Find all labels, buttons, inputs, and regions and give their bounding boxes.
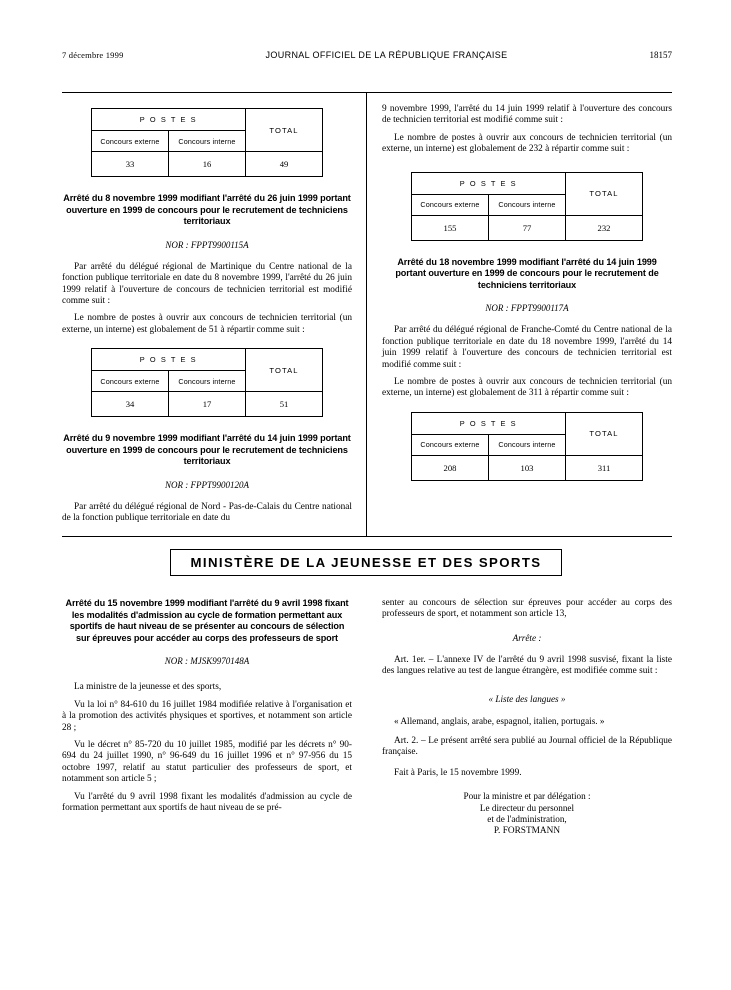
article-2: Art. 2. – Le présent arrêté sera publié au Journal officiel de la République française.	[382, 736, 672, 758]
table-value-interne: 16	[169, 152, 246, 177]
column-divider	[366, 92, 367, 537]
table-value-interne: 77	[489, 215, 566, 240]
table-subheader-interne: Concours interne	[169, 371, 246, 392]
arrete-label: Arrête :	[512, 632, 542, 643]
arrete-title-3: Arrêté du 18 novembre 1999 modifiant l'arrêté du 14 juin 1999 portant ouverture en 1999 de concours pour le recrutement de techniciens territoriaux	[395, 256, 659, 290]
table-value-externe: 155	[412, 215, 489, 240]
lower-para-2: Vu la loi n° 84-610 du 16 juillet 1984 modifiée relative à l'organisation et à la promotion des activités physiques et sportives, et notamment son article 28 ;	[62, 699, 352, 733]
signature-role-2: et de l'administration,	[487, 814, 567, 825]
header-title: JOURNAL OFFICIEL DE LA RÉPUBLIQUE FRANÇAISE	[265, 50, 508, 60]
arrete-nor-1: NOR : FPPT9900115A	[165, 239, 249, 250]
table-value-total: 311	[566, 455, 643, 480]
table-header-total: TOTAL	[566, 172, 643, 215]
table-value-externe: 34	[92, 392, 169, 417]
table-header-postes: P O S T E S	[412, 172, 566, 194]
arrete-para-3a: Par arrêté du délégué régional de Franche-Comté du Centre national de la fonction publique territoriale en date du 18 novembre 1999, l'arrêté du 14 juin 1999 relatif à l'ouverture des concours de technicien territorial est modifié comme suit :	[382, 325, 672, 370]
lower-left-column	[62, 598, 352, 814]
lower-continuation: senter au concours de sélection sur épreuves pour accéder au corps des professeurs de sport, et notamment son article 13,	[382, 598, 672, 620]
lower-columns	[62, 598, 672, 837]
lower-para-4: Vu l'arrêté du 9 avril 1998 fixant les modalités d'admission au cycle de formation permettant aux sportifs de haut niveau de se pré-	[62, 791, 352, 814]
lower-para-1: La ministre de la jeunesse et des sports,	[74, 682, 222, 693]
lower-para-3: Vu le décret n° 85-720 du 10 juillet 1985, modifié par les décrets n° 90-694 du 24 juillet 1990, n° 96-649 du 16 juillet 1996 et n° 97-956 du 15 octobre 1997, relatif au statut particulier des professeurs de sport, et notamment son article 5 ;	[62, 740, 352, 785]
table-value-interne: 103	[489, 455, 566, 480]
fait-a-paris: Fait à Paris, le 15 novembre 1999.	[394, 767, 522, 778]
table-header-total: TOTAL	[566, 412, 643, 455]
page-header	[62, 50, 672, 60]
continuation-para-1: 9 novembre 1999, l'arrêté du 14 juin 1999 relatif à l'ouverture des concours de technicien territorial est modifié comme suit :	[382, 104, 672, 126]
signature-delegation: Pour la ministre et par délégation :	[463, 791, 591, 802]
table-subheader-externe: Concours externe	[412, 434, 489, 455]
left-column	[62, 92, 352, 537]
postes-table-3	[411, 172, 643, 241]
table-header-postes: P O S T E S	[92, 109, 246, 131]
table-subheader-interne: Concours interne	[489, 434, 566, 455]
arrete-para-3b: Le nombre de postes à ouvrir aux concours de technicien territorial (un externe, un interne) est globalement de 311 à répartir comme suit :	[382, 377, 672, 399]
ministry-banner	[170, 549, 562, 576]
header-date: 7 décembre 1999	[62, 50, 124, 60]
table-header-postes: P O S T E S	[412, 412, 566, 434]
signature-name: P. FORSTMANN	[493, 826, 561, 837]
table-value-total: 232	[566, 215, 643, 240]
arrete-nor-3: NOR : FPPT9900117A	[485, 303, 569, 314]
arrete-para-1b: Le nombre de postes à ouvrir aux concours de technicien territorial (un externe, un interne) est globalement de 51 à répartir comme suit :	[62, 313, 352, 335]
arrete-title-1: Arrêté du 8 novembre 1999 modifiant l'arrêté du 26 juin 1999 portant ouverture en 1999 de concours pour le recrutement de techniciens territoriaux	[63, 193, 351, 227]
table-value-total: 49	[246, 152, 323, 177]
postes-table-4	[411, 412, 643, 481]
table-subheader-interne: Concours interne	[169, 131, 246, 152]
postes-table-2	[91, 348, 323, 417]
upper-columns	[62, 92, 672, 537]
article-1: Art. 1er. – L'annexe IV de l'arrêté du 9 avril 1998 susvisé, fixant la liste des langues relative au test de langue étrangère, est modifiée comme suit :	[382, 654, 672, 677]
table-subheader-externe: Concours externe	[92, 131, 169, 152]
signature-role-1: Le directeur du personnel	[479, 802, 575, 813]
header-page-number: 18157	[649, 50, 672, 60]
lower-arrete-nor: NOR : MJSK9970148A	[164, 656, 250, 667]
table-subheader-externe: Concours externe	[412, 194, 489, 215]
ministry-banner-label: MINISTÈRE DE LA JEUNESSE ET DES SPORTS	[190, 555, 542, 570]
arrete-title-2: Arrêté du 9 novembre 1999 modifiant l'arrêté du 14 juin 1999 portant ouverture en 1999 de concours pour le recrutement de techniciens territoriaux	[63, 433, 351, 467]
liste-des-langues: « Allemand, anglais, arabe, espagnol, italien, portugais. »	[394, 715, 605, 726]
arrete-nor-2: NOR : FPPT9900120A	[165, 480, 249, 490]
table-value-externe: 208	[412, 455, 489, 480]
table-header-postes: P O S T E S	[92, 349, 246, 371]
arrete-para-1a: Par arrêté du délégué régional de Martinique du Centre national de la fonction publique territoriale en date du 8 novembre 1999, l'arrêté du 26 juin 1999 relatif à l'ouverture de concours de technicien territorial est modifié comme suit :	[62, 261, 352, 306]
table-value-interne: 17	[169, 392, 246, 417]
table-subheader-externe: Concours externe	[92, 371, 169, 392]
lower-right-column	[382, 598, 672, 836]
table-header-total: TOTAL	[246, 109, 323, 152]
table-value-externe: 33	[92, 152, 169, 177]
table-header-total: TOTAL	[246, 349, 323, 392]
right-column	[382, 92, 672, 537]
postes-table-1	[91, 108, 323, 177]
liste-des-langues-title: « Liste des langues »	[488, 693, 566, 704]
table-value-total: 51	[246, 392, 323, 417]
continuation-para-2: Le nombre de postes à ouvrir aux concours de technicien territorial (un externe, un interne) est globalement de 232 à répartir comme suit :	[382, 132, 672, 155]
table-subheader-interne: Concours interne	[489, 194, 566, 215]
arrete-para-2a: Par arrêté du délégué régional de Nord - Pas-de-Calais du Centre national de la fonction publique territoriale en date du	[62, 502, 352, 524]
lower-arrete-title: Arrêté du 15 novembre 1999 modifiant l'arrêté du 9 avril 1998 fixant les modalités d'admission au cycle de formation permettant aux sportifs de haut niveau de se présenter au concours de sélection sur épreuves pour accéder au corps des professeurs de sport	[65, 598, 349, 643]
